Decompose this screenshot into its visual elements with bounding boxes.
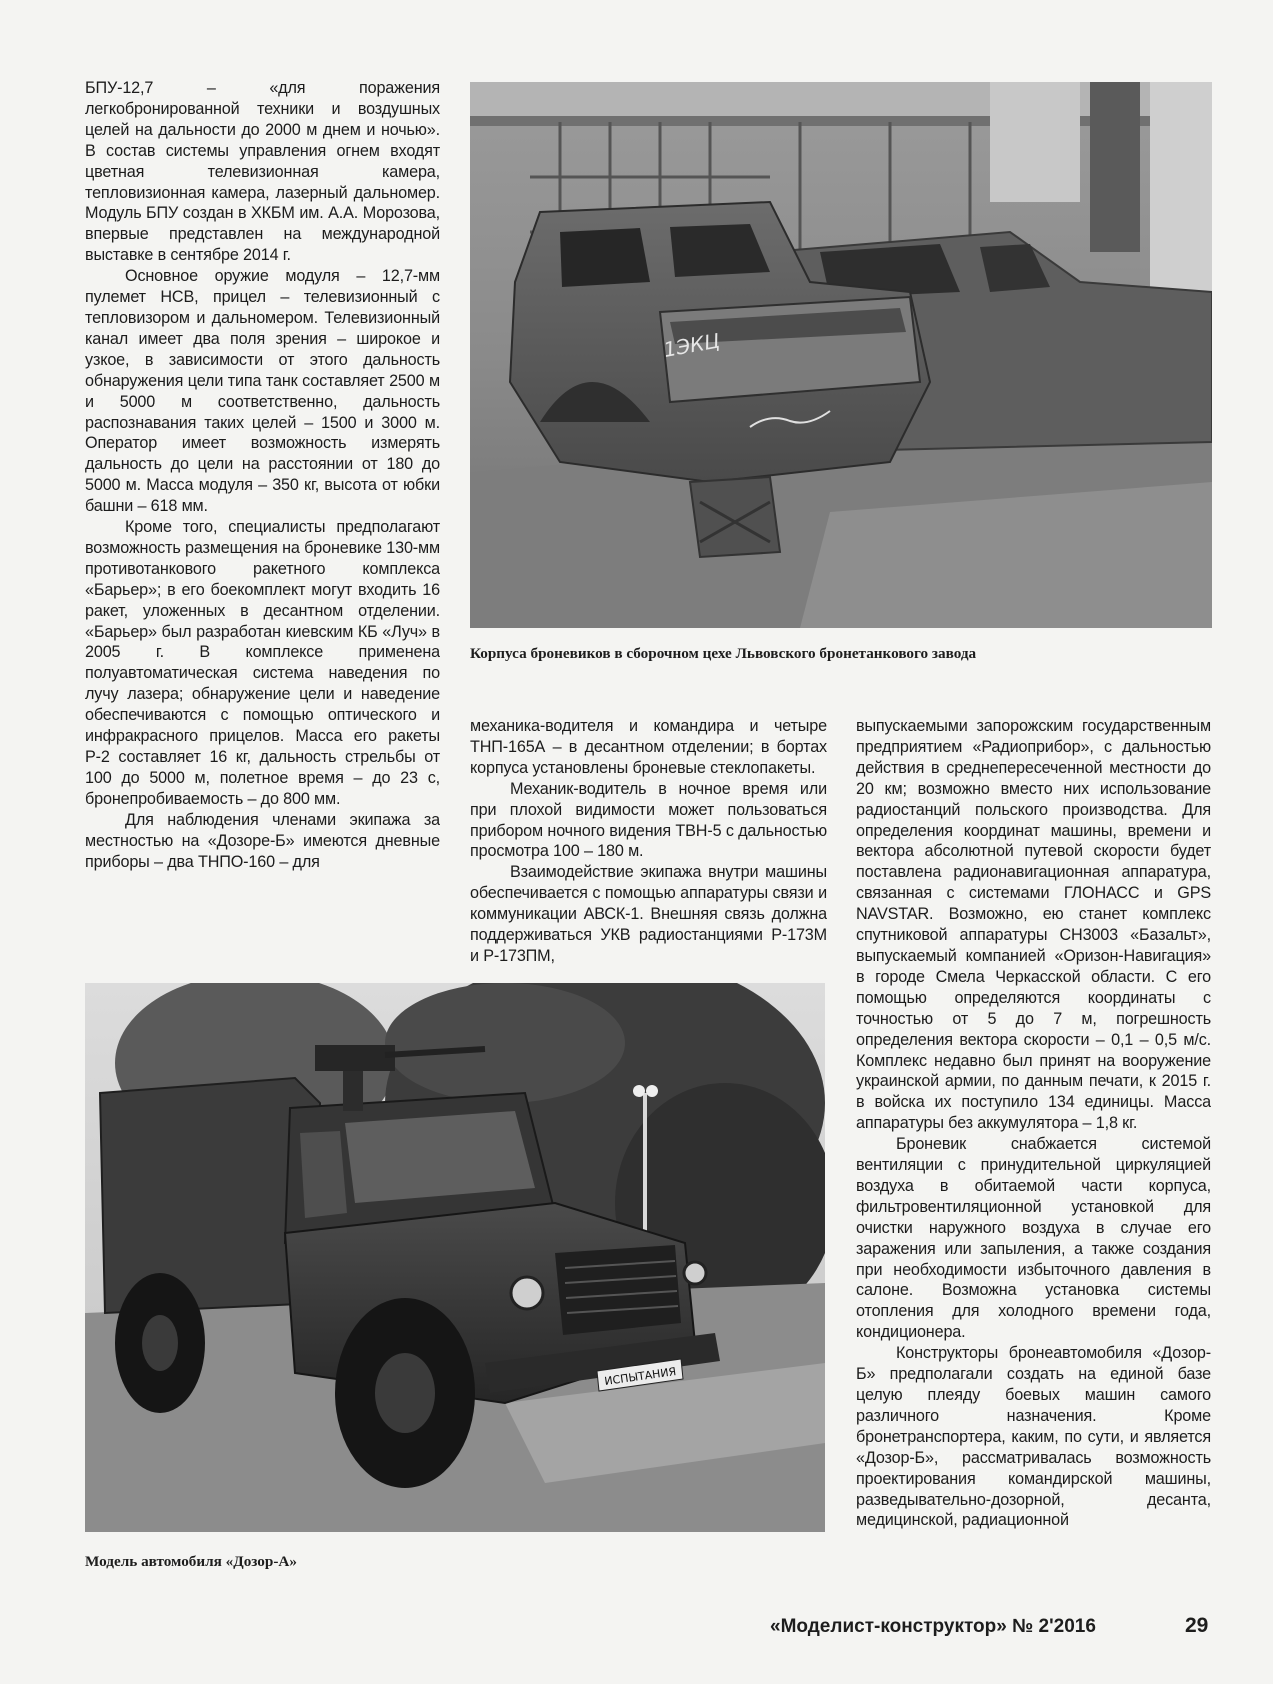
paragraph: Броневик снабжается системой вентиляции с принудительной циркуляцией воздуха в обитаемой части корпуса, фильтровентиляционной установкой для очистки наружного воздуха в случае его заражения или запыления, а также создания при необходимости избыточного давления в салоне. Возможна установка системы отопления для холодного времени года, кондиционера.	[856, 1135, 1211, 1342]
photo-armored-hulls	[470, 82, 1212, 628]
paragraph: выпускаемыми запорожским государственным предприятием «Радиоприбор», с дальностью действия в среднепересеченной местности до 20 км; возможно вместо них использование радиостанций польского производства. Для определения координат машины, времени и вектора абсолютной путевой скорости будет поставлена радионавигационная аппаратура, связанная с системами ГЛОНАСС и GPS NAVSTAR. Возможно, ею станет комплекс спутниковой аппаратуры СН3003 «Базальт», выпускаемый компанией «Оризон-Навигация» в городе Смела Черкасской области. С его помощью определяются координаты с точностью от 5 до 7 м, погрешность определения вектора скорости – 0,1 – 0,5 м/с. Комплекс недавно был принят на вооружение украинской армии, по данным печати, к 2015 г. в войска их поступило 134 единицы. Масса аппаратуры без аккумулятора – 1,8 кг.	[856, 717, 1211, 1133]
paragraph: механика-водителя и командира и четыре ТНП-165А – в десантном отделении; в бортах корпуса установлены броневые стеклопакеты.	[470, 717, 827, 777]
text-column-2	[470, 716, 827, 966]
page-number: 29	[1185, 1614, 1209, 1637]
paragraph: Взаимодействие экипажа внутри машины обеспечивается с помощью аппаратуры связи и коммуникации АВСК-1. Внешняя связь должна поддерживаться УКВ радиостанциями Р-173М и Р-173ПМ,	[470, 863, 827, 965]
paragraph: Конструкторы бронеавтомобиля «Дозор-Б» предполагали создать на единой базе целую плеяду боевых машин самого различного назначения. Кроме бронетранспортера, каким, по сути, и является «Дозор-Б», рассматривалась возможность проектирования командирской машины, разведывательно-дозорной, десанта, медицинской, радиационной	[856, 1344, 1211, 1530]
hull-marking: 1ЭКЦ	[661, 328, 722, 362]
paragraph: БПУ-12,7 – «для поражения легкобронированной техники и воздушных целей на дальности до 2000 м днем и ночью». В состав системы управления огнем входят цветная телевизионная камера, тепловизионная камера, лазерный дальномер. Модуль БПУ создан в ХКБМ им. А.А. Морозова, впервые представлен на международной выставке в сентябре 2014 г.	[85, 79, 440, 265]
paragraph: Для наблюдения членами экипажа за местностью на «Дозоре-Б» имеются дневные приборы – два ТНПО-160 – для	[85, 810, 440, 871]
photo-dozor-a-vehicle	[85, 983, 825, 1532]
text-column-3	[856, 716, 1211, 1548]
paragraph: Основное оружие модуля – 12,7-мм пулемет НСВ, прицел – телевизионный с тепловизором и дальномером. Телевизионный канал имеет два поля зрения – широкое и узкое, в зависимости от этого дальность обнаружения цели типа танк составляет 2500 м и 5000 м соответственно, дальность распознавания таких целей – 1500 и 3000 м. Оператор имеет возможность измерять дальность до цели на расстоянии от 180 до 5000 м. Масса модуля – 350 кг, высота от юбки башни – 618 мм.	[85, 267, 440, 516]
paragraph: Механик-водитель в ночное время или при плохой видимости может пользоваться прибором ночного видения ТВН-5 с дальностью просмотра 100 – 180 м.	[470, 779, 827, 861]
photo-caption-top: Корпуса броневиков в сборочном цехе Львовского бронетанкового завода	[470, 645, 977, 662]
magazine-title: «Моделист-конструктор» № 2'2016	[770, 1616, 1096, 1637]
license-plate: ИСПЫТАНИЯ	[603, 1365, 677, 1388]
text-column-1	[85, 78, 440, 966]
paragraph: Кроме того, специалисты предполагают возможность размещения на броневике 130-мм противотанкового ракетного комплекса «Барьер»; в его боекомплект могут входить 16 ракет, уложенных в десантном отделении. «Барьер» был разработан киевским КБ «Луч» в 2005 г. В комплексе применена полуавтоматическая система наведения по лучу лазера; обнаружение цели и наведение обеспечиваются с помощью оптического и инфракрасного прицелов. Масса его ракеты Р-2 составляет 16 кг, дальность стрельбы от 100 до 5000 м, полетное время – до 23 с, бронепробиваемость – до 800 мм.	[85, 518, 440, 808]
photo-caption-bottom: Модель автомобиля «Дозор-А»	[85, 1553, 297, 1570]
